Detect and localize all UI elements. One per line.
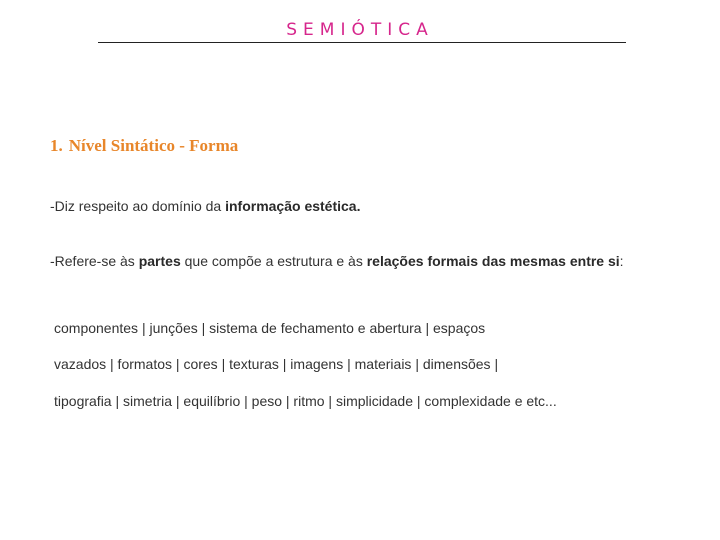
paragraph-bold-term: partes [138, 253, 181, 269]
elements-list-line: componentes | junções | sistema de fechamento e abertura | espaços [54, 320, 486, 336]
paragraph-information [50, 198, 360, 214]
paragraph-text: -Diz respeito ao domínio da [50, 198, 226, 214]
paragraph-text: -Refere-se às [50, 253, 139, 269]
paragraph-bold-term: relações formais das mesmas entre si [366, 253, 620, 269]
paragraph-bold-term: informação estética. [225, 198, 361, 214]
elements-list-line: vazados | formatos | cores | texturas | imagens | materiais | dimensões | [54, 356, 499, 372]
elements-list-line: tipografia | simetria | equilíbrio | peso | ritmo | simplicidade | complexidade e etc... [54, 393, 557, 409]
title-underline [98, 42, 626, 43]
paragraph-parts [50, 253, 624, 269]
slide-title: SEMIÓTICA [286, 20, 434, 40]
paragraph-text: que compõe a estrutura e às [180, 253, 367, 269]
section-number: 1. [50, 136, 63, 155]
section-heading [50, 136, 238, 156]
paragraph-text: : [619, 253, 624, 269]
section-title: Nível Sintático - Forma [68, 136, 239, 155]
